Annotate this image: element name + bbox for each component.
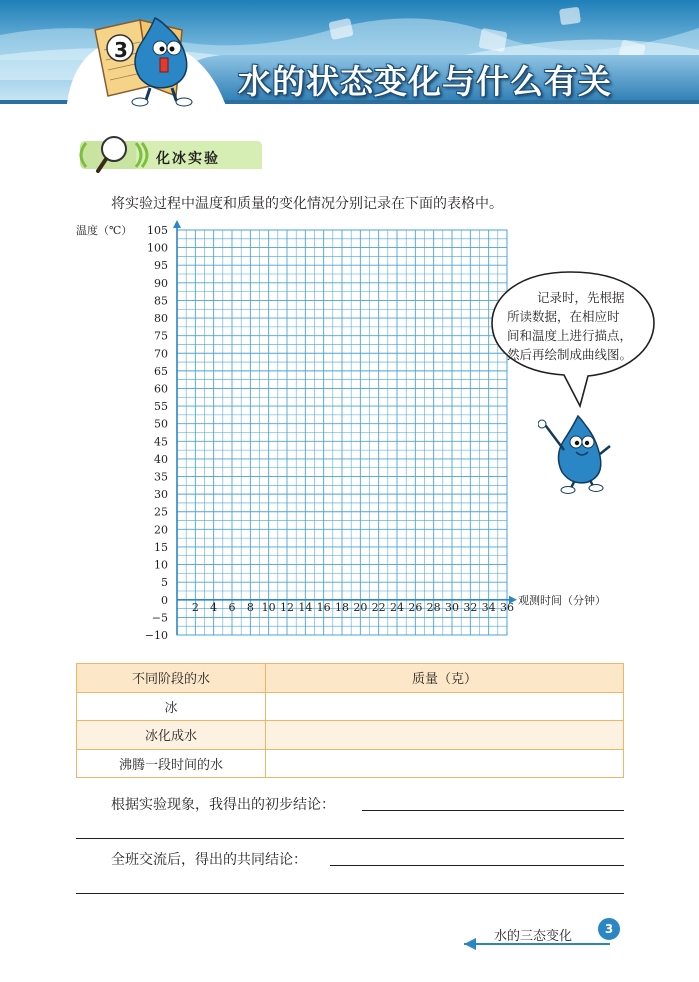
table-header-mass: 质量（克）: [266, 664, 624, 693]
y-tick-label: 40: [154, 452, 168, 466]
mass-cell[interactable]: [266, 749, 624, 778]
initial-conclusion-prompt: 根据实验现象，我得出的初步结论：: [111, 797, 335, 813]
y-tick-label: 45: [154, 435, 168, 449]
y-axis-label: 温度（℃）: [76, 224, 133, 237]
x-tick-label: 18: [335, 600, 349, 614]
callout-text: [507, 288, 657, 364]
x-tick-label: 22: [371, 600, 386, 614]
y-tick-label: 90: [154, 276, 168, 290]
y-tick-label: 60: [154, 382, 168, 396]
page-header: [0, 0, 699, 112]
mass-table: [76, 663, 624, 778]
y-tick-label: 10: [154, 558, 168, 572]
mass-cell[interactable]: [266, 692, 624, 721]
x-tick-label: 24: [390, 600, 404, 614]
page-title: 水的状态变化与什么有关: [238, 62, 612, 101]
y-tick-label: 0: [161, 593, 168, 607]
x-axis-label: 观测时间（分钟）: [518, 593, 606, 607]
x-tick-label: 28: [426, 600, 441, 614]
initial-conclusion-answer-line[interactable]: [362, 810, 624, 811]
y-tick-label: 70: [154, 347, 168, 361]
y-tick-label: −5: [151, 611, 168, 625]
x-tick-label: 26: [408, 600, 423, 614]
y-tick-label: 35: [154, 470, 168, 484]
table-row: [77, 721, 624, 750]
stage-cell: 沸腾一段时间的水: [77, 749, 266, 778]
y-tick-label: 65: [154, 364, 168, 378]
shared-conclusion-prompt: 全班交流后，得出的共同结论：: [111, 852, 307, 868]
x-tick-label: 10: [261, 600, 276, 614]
y-tick-label: 25: [154, 505, 168, 519]
y-tick-label: 5: [161, 576, 168, 590]
x-tick-label: 8: [246, 600, 254, 614]
stage-cell: 冰: [77, 692, 266, 721]
x-tick-label: 36: [500, 600, 514, 614]
instruction-text: 将实验过程中温度和质量的变化情况分别记录在下面的表格中。: [111, 196, 503, 212]
callout-line: 记录时，先根据: [537, 290, 625, 305]
y-tick-label: 80: [154, 312, 168, 326]
y-tick-label: 15: [154, 540, 168, 554]
table-header-row: [77, 664, 624, 693]
x-tick-label: 30: [445, 600, 459, 614]
y-tick-label: 20: [154, 523, 168, 537]
x-tick-label: 16: [316, 600, 331, 614]
water-drop-pointing-mascot-icon: [538, 410, 618, 495]
callout-line: 所读数据，在相应时: [507, 309, 620, 324]
y-tick-label: 75: [154, 329, 168, 343]
footer-unit-title: 水的三态变化: [494, 929, 573, 944]
callout-line: 间和温度上进行描点，: [507, 328, 633, 343]
y-tick-label: 95: [154, 259, 168, 273]
initial-conclusion-answer-line-2[interactable]: [76, 838, 624, 839]
x-tick-label: 12: [280, 600, 294, 614]
table-row: [77, 692, 624, 721]
mass-cell[interactable]: [266, 721, 624, 750]
y-tick-label: 100: [147, 241, 168, 255]
x-tick-label: 2: [191, 600, 199, 614]
y-tick-label: 55: [154, 400, 168, 414]
x-tick-label: 32: [463, 600, 478, 614]
stage-cell: 冰化成水: [77, 721, 266, 750]
table-row: [77, 749, 624, 778]
shared-conclusion-answer-line-2[interactable]: [76, 893, 624, 894]
y-tick-label: 85: [154, 294, 168, 308]
section-tag-label: 化冰实验: [156, 151, 220, 167]
y-axis-arrow: [173, 220, 181, 228]
y-tick-label: 50: [154, 417, 168, 431]
page-number: 3: [604, 922, 614, 936]
table-header-stage: 不同阶段的水: [77, 664, 266, 693]
x-tick-label: 6: [228, 600, 236, 614]
lesson-number: 3: [114, 38, 128, 62]
x-tick-label: 34: [481, 600, 496, 614]
shared-conclusion-answer-line[interactable]: [330, 865, 624, 866]
x-tick-label: 4: [210, 600, 218, 614]
y-tick-label: 30: [154, 488, 168, 502]
x-tick-label: 20: [353, 600, 368, 614]
x-tick-label: 14: [298, 600, 313, 614]
callout-line: 然后再绘制成曲线图。: [507, 347, 633, 362]
y-tick-label: 105: [147, 224, 168, 237]
y-tick-label: −10: [144, 629, 168, 642]
